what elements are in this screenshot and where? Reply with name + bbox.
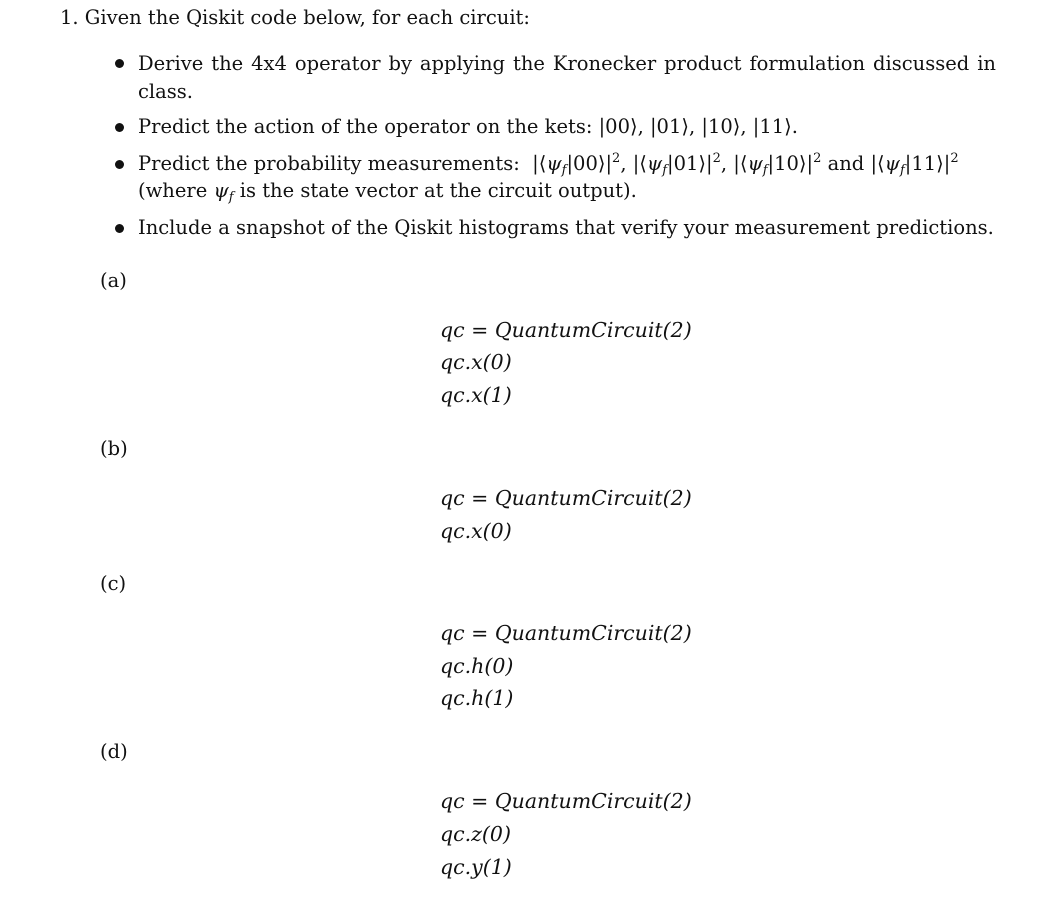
bullet-2-text: Predict the action of the operator on the kets: |00⟩, |01⟩, |10⟩, |11⟩. (138, 115, 798, 138)
word: formulation (749, 52, 866, 75)
part-label-d: (d) (100, 740, 128, 763)
word: 4x4 (251, 52, 287, 75)
code-line: qc = QuantumCircuit(2) (440, 318, 692, 342)
code-line: qc.h(1) (440, 686, 514, 710)
question-title: 1. Given the Qiskit code below, for each circuit: (60, 6, 530, 29)
part-label-b: (b) (100, 437, 128, 460)
code-line: qc.y(1) (440, 855, 512, 879)
bullet-dot (115, 160, 124, 169)
bullet-1-line-1 (138, 52, 996, 75)
bullet-dot (115, 224, 124, 233)
bullet-4-text: Include a snapshot of the Qiskit histograms that verify your measurement predictions. (138, 216, 994, 239)
bullet-3-line-2 (138, 179, 637, 205)
bullet-3-line-2-suffix: is the state vector at the circuit output). (233, 179, 637, 202)
code-line: qc = QuantumCircuit(2) (440, 486, 692, 510)
word: Derive (138, 52, 204, 75)
word: operator (294, 52, 381, 75)
and-word: and (827, 152, 865, 175)
code-line: qc.h(0) (440, 654, 514, 678)
probability-expressions: $|⟨\psi_f|00⟩|^2$, $|⟨\psi_f|01⟩|^2$, $|⟨\psi_f|10⟩|^2$ (525, 151, 822, 178)
code-line: qc = QuantumCircuit(2) (440, 621, 692, 645)
bullet-3-line-2-prefix: (where (138, 179, 214, 202)
bullet-3-prefix: Predict the probability measurements: (138, 152, 520, 175)
word: the (513, 52, 545, 75)
psi-f-symbol: $\psi_f$ (213, 179, 234, 205)
code-line: qc.x(1) (440, 383, 512, 407)
code-line: qc.z(0) (440, 822, 511, 846)
code-line: qc.x(0) (440, 350, 512, 374)
probability-expression-last: $|⟨\psi_f|11⟩|^2$ (870, 151, 959, 178)
code-line: qc = QuantumCircuit(2) (440, 789, 692, 813)
part-label-c: (c) (100, 572, 127, 595)
word: applying (419, 52, 506, 75)
word: in (977, 52, 996, 75)
bullet-dot (115, 123, 124, 132)
word: product (664, 52, 742, 75)
bullet-1-line-2: class. (138, 80, 193, 103)
code-line: qc.x(0) (440, 519, 512, 543)
word: the (211, 52, 244, 75)
word: by (388, 52, 412, 75)
word: Kronecker (552, 52, 657, 75)
bullet-3-line-1 (138, 151, 959, 178)
word: discussed (872, 52, 970, 75)
bullet-dot (115, 59, 124, 68)
part-label-a: (a) (100, 269, 127, 292)
